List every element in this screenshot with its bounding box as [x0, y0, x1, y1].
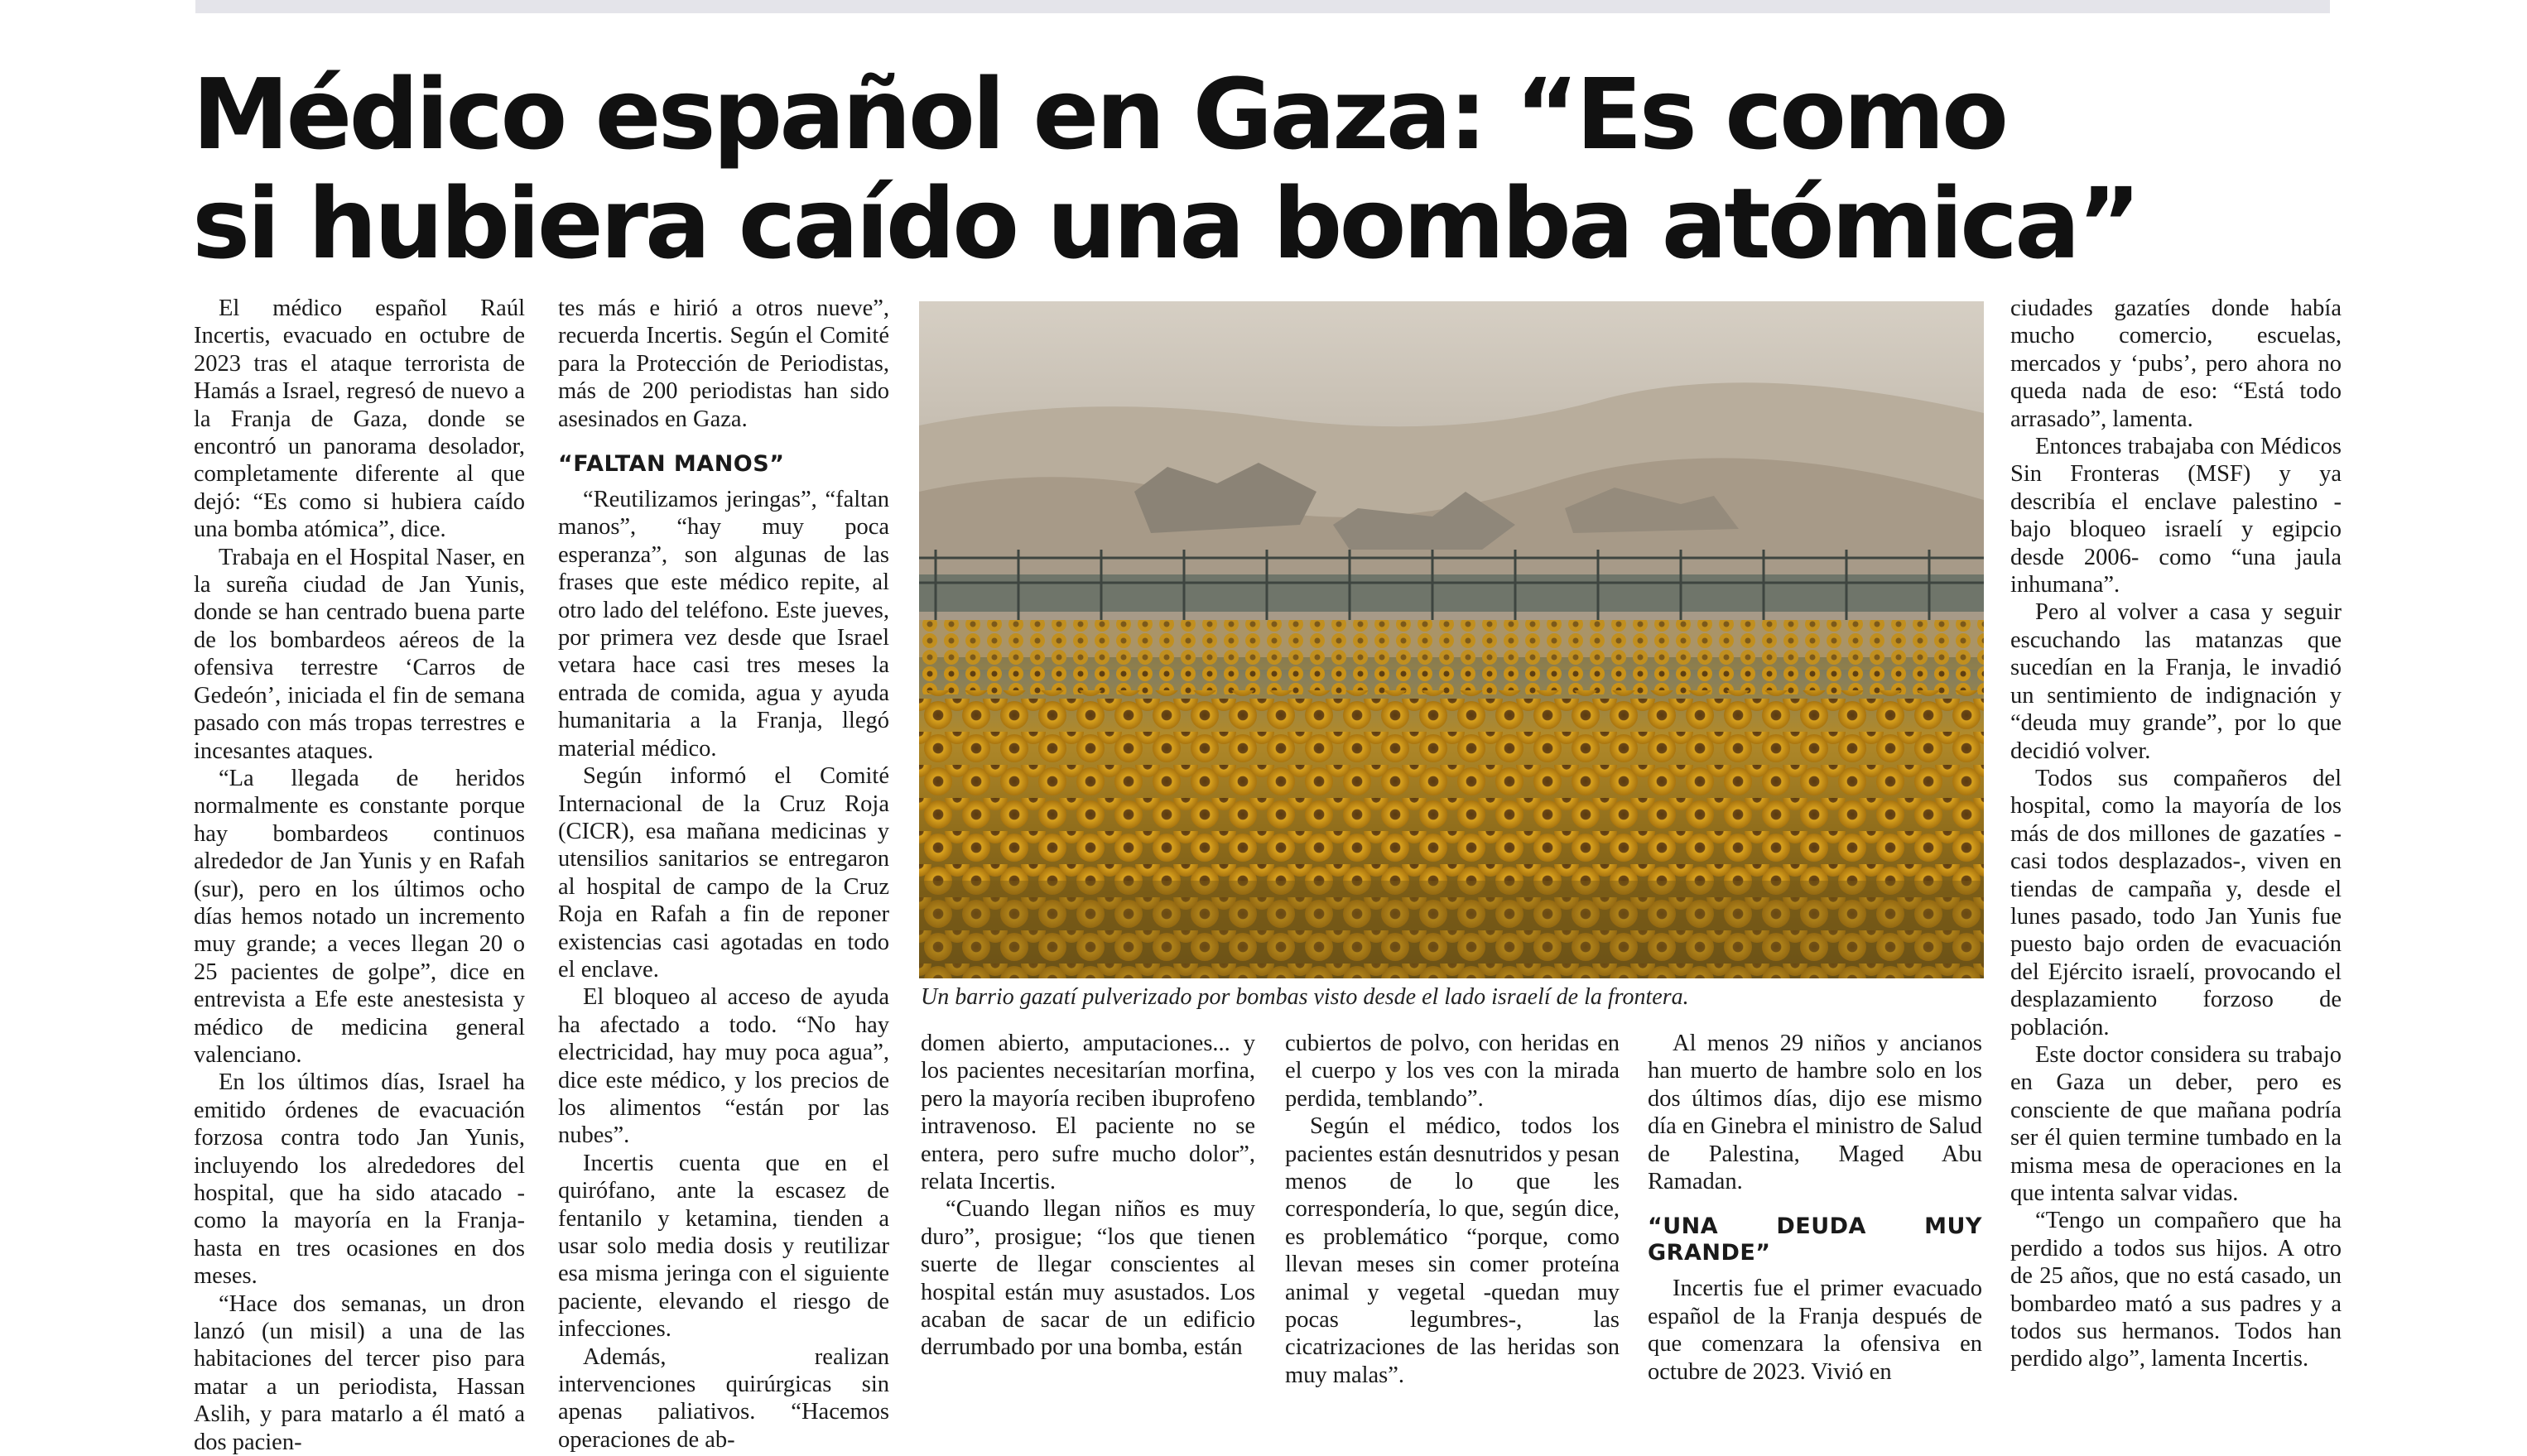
paragraph: Entonces trabajaba con Médicos Sin Fronteras (MSF) y ya describía el enclave palestino -bajo bloqueo israelí y egipcio desde 2006- como “una jaula inhumana”. — [2010, 434, 2342, 598]
paragraph: Este doctor considera su trabajo en Gaza un deber, pero es consciente de que mañana podría ser él quien termine tumbado en la misma mesa de operaciones en la que intenta salvar vidas. — [2010, 1041, 2342, 1206]
paragraph: El bloqueo al acceso de ayuda ha afectado a todo. “No hay electricidad, hay muy poca agua”, dice este médico, y los precios de los alimentos “están por las nubes”. — [558, 984, 889, 1149]
paragraph: Según informó el Comité Internacional de la Cruz Roja (CICR), esa mañana medicinas y utensilios sanitarios se entregaron al hospital de campo de la Cruz Roja en Rafah a fin de reponer existencias casi agotadas en todo el enclave. — [558, 763, 889, 983]
paragraph: Pero al volver a casa y seguir escuchando las matanzas que sucedían en la Franja, le invadió un sentimiento de indignación y “deuda muy grande”, por lo que decidió volver. — [2010, 599, 2342, 764]
paragraph: Según el médico, todos los pacientes están desnutridos y pesan menos de lo que les correspondería, lo que, según dice, es problemático “porque, como llevan meses sin comer proteína animal y vegetal -quedan muy pocas legumbres-, las cicatrizaciones de las heridas son muy malas”. — [1285, 1113, 1620, 1388]
section-heading-una-deuda-muy-grande: “UNA DEUDA MUY GRANDE” — [1648, 1213, 1982, 1266]
headline-line-2: si hubiera caído una bomba atómica” — [192, 166, 2139, 281]
paragraph: Todos sus compañeros del hospital, como la mayoría de los más de dos millones de gazatíes -casi todos desplazados-, viven en tiendas de campaña y, desde el lunes pasado, todo Jan Yunis fue puesto bajo orden de evacuación del Ejército israelí, provocando el desplazamiento forzoso de población. — [2010, 765, 2342, 1040]
photo-caption: Un barrio gazatí pulverizado por bombas visto desde el lado israelí de la frontera. — [921, 984, 1689, 1010]
paragraph: Además, realizan intervenciones quirúrgicas sin apenas paliativos. “Hacemos operaciones de ab- — [558, 1343, 889, 1453]
paragraph: “Hace dos semanas, un dron lanzó (un misil) a una de las habitaciones del tercer piso para matar a un periodista, Hassan Aslih, y para matarlo a él mató a dos pacien- — [194, 1290, 525, 1455]
article-column-6 — [2010, 295, 2342, 1371]
paragraph: Trabaja en el Hospital Naser, en la sureña ciudad de Jan Yunis, donde se han centrado buena parte de los bombardeos aéreos de la ofensiva terrestre ‘Carros de Gedeón’, iniciada el fin de semana pasado con más tropas terrestres e incesantes ataques. — [194, 544, 525, 764]
article-column-1 — [194, 295, 525, 1455]
paragraph: “La llegada de heridos normalmente es constante porque hay bombardeos continuos alrededor de Jan Yunis y en Rafah (sur), pero en los últimos ocho días hemos notado un incremento muy grande; a veces llegan 20 o 25 pacientes de golpe”, dice en entrevista a Efe este anestesista y médico de medicina general valenciano. — [194, 765, 525, 1068]
paragraph: “Tengo un compañero que ha perdido a todos sus hijos. A otro de 25 años, que no está casado, un bombardeo mató a sus padres y a todos sus hermanos. Todos han perdido algo”, lamenta Incertis. — [2010, 1208, 2342, 1372]
paragraph: Incertis fue el primer evacuado español de la Franja después de que comenzara la ofensiva en octubre de 2023. Vivió en — [1648, 1276, 1982, 1385]
paragraph: cubiertos de polvo, con heridas en el cuerpo y los ves con la mirada perdida, temblando”. — [1285, 1031, 1620, 1112]
paragraph: domen abierto, amputaciones... y los pacientes necesitarían morfina, pero la mayoría reciben ibuprofeno intravenoso. El paciente no se entera, pero sufre mucho dolor”, relata Incertis. — [921, 1031, 1255, 1195]
paragraph: En los últimos días, Israel ha emitido órdenes de evacuación forzosa contra todo Jan Yunis, incluyendo los alrededores del hospital, que ha sido atacado -como la mayoría en la Franja- hasta en tres ocasiones en dos meses. — [194, 1069, 525, 1290]
article-column-5 — [1648, 1030, 1982, 1385]
paragraph: “Cuando llegan niños es muy duro”, prosigue; “los que tienen suerte de llegar conscientes al hospital están muy asustados. Los acaban de sacar de un edificio derrumbado por una bomba, están — [921, 1196, 1255, 1361]
paragraph: “Reutilizamos jeringas”, “faltan manos”, “hay muy poca esperanza”, son algunas de las frases que este médico repite, al otro lado del teléfono. Este jueves, por primera vez desde que Israel vetara hace casi tres meses la entrada de comida, agua y ayuda humanitaria a la Franja, llegó material médico. — [558, 487, 889, 762]
paragraph: Al menos 29 niños y ancianos han muerto de hambre solo en los dos últimos días, dijo ese mismo día en Ginebra el ministro de Salud de Palestina, Maged Abu Ramadan. — [1648, 1031, 1982, 1195]
paragraph: El médico español Raúl Incertis, evacuado en octubre de 2023 tras el ataque terrorista de Hamás a Israel, regresó de nuevo a la Franja de Gaza, donde se encontró un panorama desolador, completamente diferente al que dejó: “Es como si hubiera caído una bomba atómica”, dice. — [194, 296, 525, 543]
article-column-4 — [1285, 1030, 1620, 1388]
article-column-2 — [558, 295, 889, 1453]
section-heading-faltan-manos: “FALTAN MANOS” — [558, 451, 785, 478]
headline-line-1: Médico español en Gaza: “Es como — [192, 57, 2006, 171]
photo-illustration — [919, 301, 1984, 978]
article-column-3 — [921, 1030, 1255, 1371]
paragraph: tes más e hirió a otros nueve”, recuerda Incertis. Según el Comité para la Protección de Periodistas, más de 200 periodistas han sido asesinados en Gaza. — [558, 296, 889, 432]
paragraph: Incertis cuenta que en el quirófano, ante la escasez de fentanilo y ketamina, tienden a usar solo media dosis y reutilizar esa misma jeringa con el siguiente paciente, elevando el riesgo de infecciones. — [558, 1150, 889, 1343]
paragraph: ciudades gazatíes donde había mucho comercio, escuelas, mercados y ‘pubs’, pero ahora no queda nada de eso: “Está todo arrasado”, lamenta. — [2010, 296, 2342, 432]
page-top-bar — [195, 0, 2330, 13]
article-headline — [192, 57, 2328, 281]
sunflower-field-photo — [919, 301, 1984, 978]
